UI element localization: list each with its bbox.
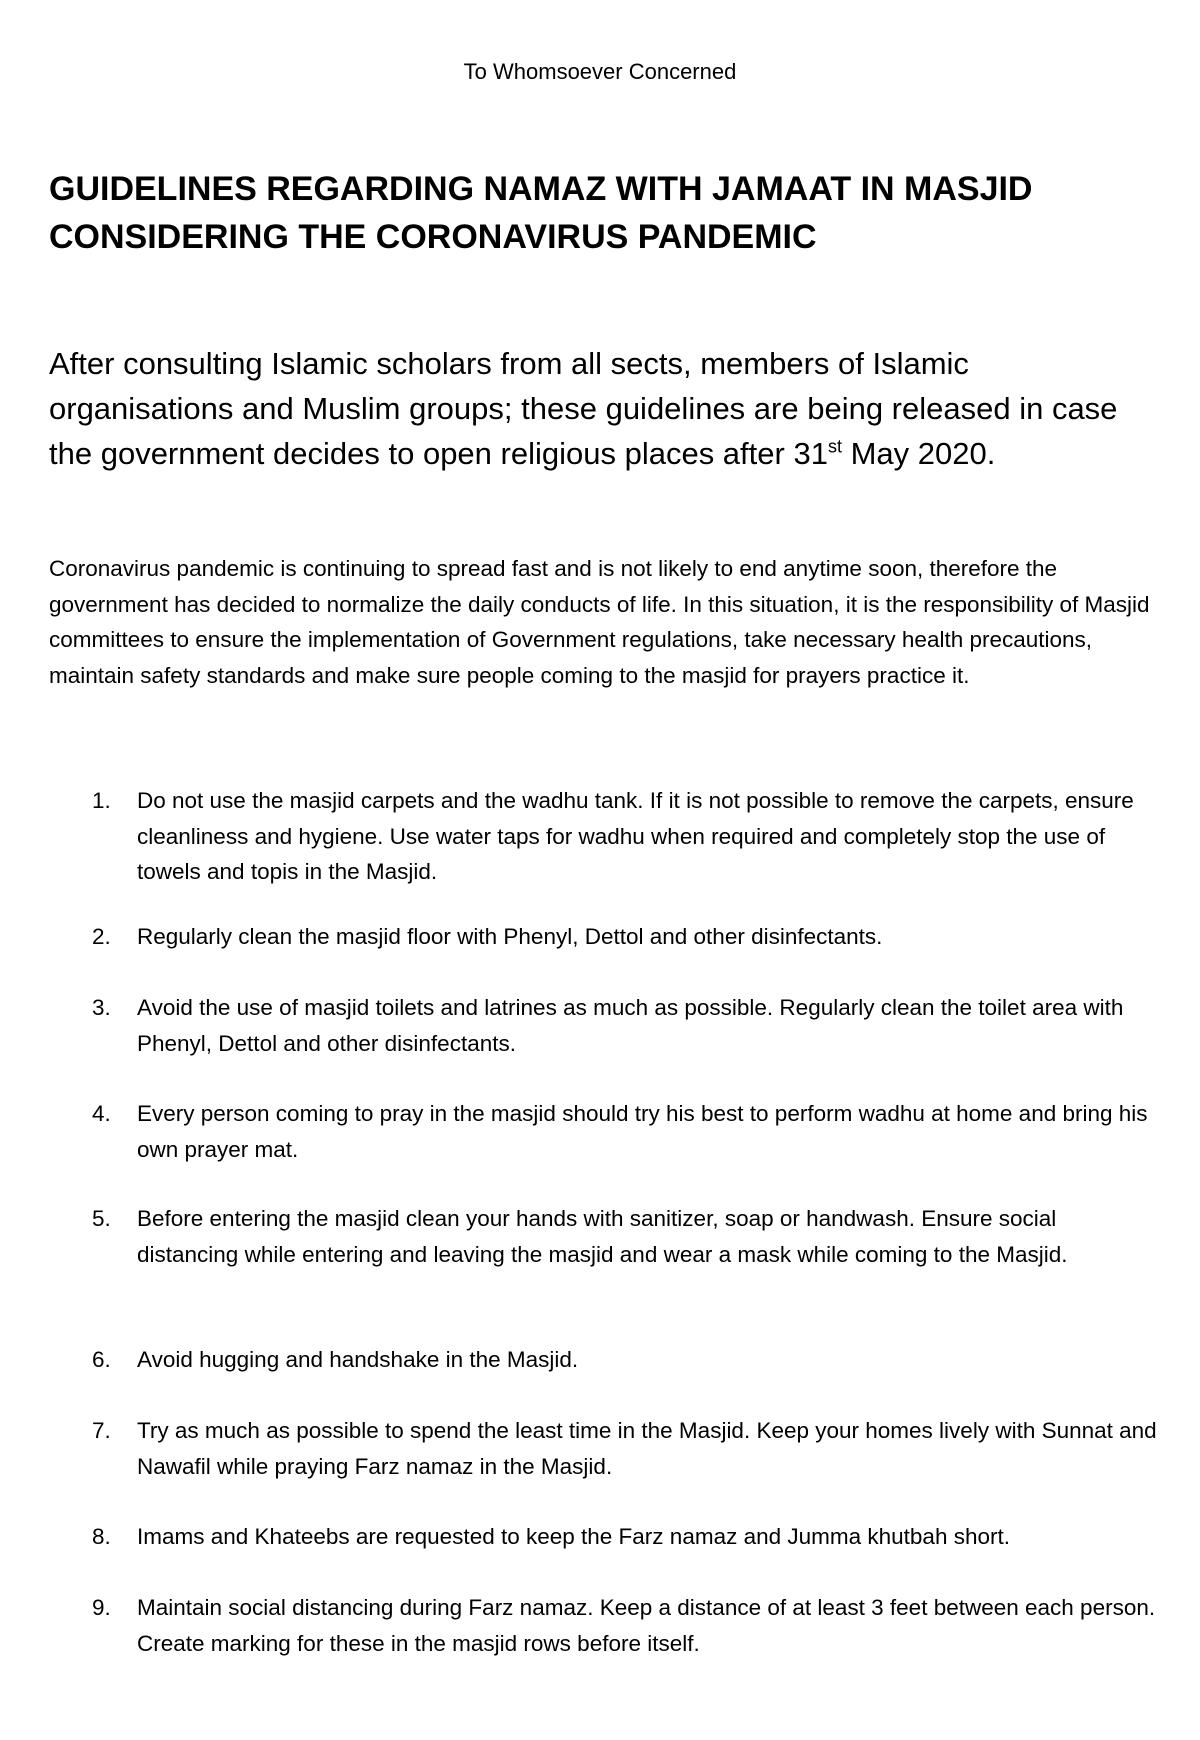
document-title: GUIDELINES REGARDING NAMAZ WITH JAMAAT IN MASJID CONSIDERING THE CORONAVIRUS PANDEMIC <box>49 170 1033 256</box>
list-item-text: Every person coming to pray in the masjid should try his best to perform wadhu at home and bring his own prayer mat. <box>137 1101 1148 1162</box>
list-item-number: 3. <box>92 995 111 1020</box>
list-item-text: Avoid hugging and handshake in the Masjid. <box>137 1347 579 1372</box>
list-item-text: Regularly clean the masjid floor with Phenyl, Dettol and other disinfectants. <box>137 924 883 949</box>
list-item-text: Avoid the use of masjid toilets and latrines as much as possible. Regularly clean the toilet area with Phenyl, Dettol and other disinfectants. <box>137 995 1124 1056</box>
list-item-number: 8. <box>92 1524 111 1549</box>
list-item-number: 6. <box>92 1347 111 1372</box>
salutation: To Whomsoever Concerned <box>463 59 737 84</box>
intro-ordinal-suffix: st <box>827 436 842 457</box>
intro-text: After consulting Islamic scholars from all sects, members of Islamic organisations and Muslim groups; these guidelines are being released in case the government decides to open religious places after 31 <box>49 346 1118 471</box>
body-paragraph: Coronavirus pandemic is continuing to spread fast and is not likely to end anytime soon, therefore the government has decided to normalize the daily conducts of life. In this situation, it is the responsibility of Masjid committees to ensure the implementation of Government regulations, take necessary health precautions, maintain safety standards and make sure people coming to the masjid for prayers practice it. <box>49 556 1150 688</box>
list-item-text: Imams and Khateebs are requested to keep the Farz namaz and Jumma khutbah short. <box>137 1524 1010 1549</box>
list-item-text: Before entering the masjid clean your hands with sanitizer, soap or handwash. Ensure social distancing while entering and leaving the masjid and wear a mask while coming to the Masjid. <box>137 1206 1068 1267</box>
intro-paragraph <box>49 341 1159 476</box>
list-item-text: Maintain social distancing during Farz namaz. Keep a distance of at least 3 feet between each person. Create marking for these in the masjid rows before itself. <box>137 1595 1156 1656</box>
list-item-number: 2. <box>92 924 111 949</box>
list-item-text: Do not use the masjid carpets and the wadhu tank. If it is not possible to remove the carpets, ensure cleanliness and hygiene. Use water taps for wadhu when required and completely stop the use of towels and topis in the Masjid. <box>137 788 1134 884</box>
list-item-number: 7. <box>92 1418 111 1443</box>
list-item-text: Try as much as possible to spend the least time in the Masjid. Keep your homes lively with Sunnat and Nawafil while praying Farz namaz in the Masjid. <box>137 1418 1157 1479</box>
list-item-number: 1. <box>92 788 111 813</box>
list-item-number: 5. <box>92 1206 111 1231</box>
list-item-number: 9. <box>92 1595 111 1620</box>
list-item-number: 4. <box>92 1101 111 1126</box>
intro-text-end: May 2020. <box>841 436 996 471</box>
